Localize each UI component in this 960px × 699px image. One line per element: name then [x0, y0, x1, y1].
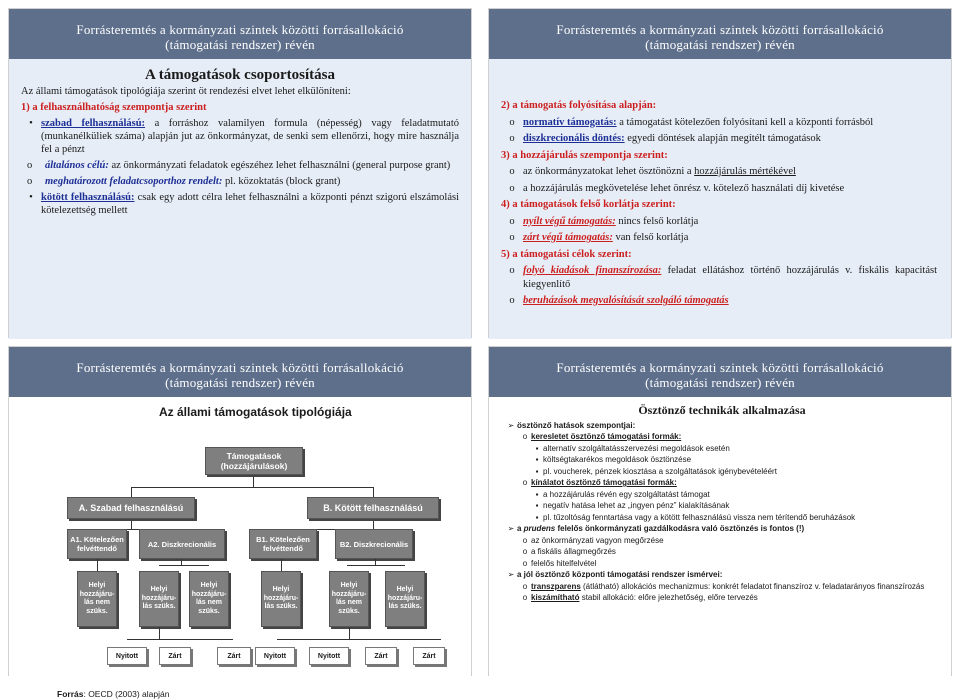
- source-note: Forrás: OECD (2003) alapján: [57, 689, 170, 699]
- connector: [373, 487, 374, 497]
- list-item: o az önkormányzati vagyon megőrzése: [505, 535, 939, 547]
- point-heading: 5) a támogatási célok szerint:: [501, 248, 632, 260]
- list-item: ▪ költségtakarékos megoldások ösztönzése: [505, 454, 939, 466]
- circle-bullet-icon: o: [27, 176, 33, 187]
- circle-bullet-icon: o: [509, 295, 515, 306]
- box-helyi: Helyi hozzájáru-lás szüks.: [385, 571, 425, 627]
- connector: [131, 487, 373, 488]
- circle-bullet-icon: o: [522, 432, 528, 441]
- circle-bullet-icon: o: [522, 558, 528, 568]
- box-helyi: Helyi hozzájáru-lás nem szüks.: [189, 571, 229, 627]
- box-support: Támogatások (hozzájárulások): [205, 447, 303, 475]
- connector: [131, 487, 132, 497]
- square-bullet-icon: ▪: [535, 466, 539, 476]
- connector: [159, 565, 209, 566]
- list-item: o a fiskális állagmegőrzés: [505, 546, 939, 558]
- term: meghatározott feladatcsoporthoz rendelt:: [45, 176, 223, 187]
- box-a2: A2. Diszkrecionális: [139, 529, 225, 559]
- circle-bullet-icon: o: [522, 593, 528, 602]
- item-text: az önkormányzati feladatok egészéhez lehet felhasználni (general purpose grant): [108, 160, 451, 171]
- connector: [159, 627, 160, 639]
- box-closed: Zárt: [413, 647, 445, 665]
- arrow-icon: ➢: [507, 524, 515, 533]
- list-item: ➢ ösztönző hatások szempontjai:: [505, 420, 939, 432]
- term: szabad felhasználású:: [41, 118, 146, 129]
- list-item: [21, 159, 459, 172]
- item-text: a hozzájárulás megkövetelése lehet önrész v. kötelező használati díj kivetése: [523, 182, 845, 194]
- arrow-icon: ➢: [507, 420, 515, 430]
- box-b2: B2. Diszkrecionális: [335, 529, 413, 559]
- circle-bullet-icon: o: [522, 478, 528, 487]
- header-line-1: Forrásteremtés a kormányzati szintek közötti forrásallokáció: [556, 360, 884, 375]
- term: zárt végű támogatás:: [523, 232, 613, 243]
- term: normatív támogatás:: [523, 116, 617, 128]
- connector: [127, 639, 233, 640]
- item-text: az önkormányzatokat lehet ösztönözni a: [523, 166, 695, 177]
- connector: [281, 559, 282, 571]
- item-text: nincs felső korlátja: [615, 215, 699, 227]
- square-bullet-icon: ▪: [535, 443, 539, 453]
- term: diszkrecionális döntés:: [523, 133, 625, 144]
- list-item: o kiszámítható stabil allokáció: előre jelezhetőség, előre tervezés: [505, 592, 939, 604]
- point-heading: 3) a hozzájárulás szempontja szerint:: [501, 149, 668, 161]
- item-text: egyedi döntések alapján megítélt támogatások: [624, 133, 821, 144]
- list-item: [501, 231, 937, 245]
- square-bullet-icon: ▪: [535, 512, 539, 522]
- item-text: feladat ellátáshoz történő hozzájárulás v. fiskális kapacitást kiegyenlítő: [523, 265, 937, 290]
- circle-bullet-icon: o: [522, 581, 528, 591]
- point-heading: 1) a felhasználhatóság szempontja szerint: [21, 102, 207, 113]
- intro-text: Az állami támogatások tipológiája szerint öt rendezési elvet lehet elkülöníteni:: [21, 86, 351, 97]
- term: általános célú:: [45, 160, 109, 171]
- bullet-icon: •: [29, 192, 33, 203]
- circle-bullet-icon: o: [509, 215, 515, 227]
- term: nyílt végű támogatás:: [523, 215, 616, 227]
- circle-bullet-icon: o: [509, 166, 515, 177]
- box-open: Nyitott: [255, 647, 295, 665]
- list-item: ▪ pl. voucherek, pénzek kiosztása a szolgáltatások igénybevételéért: [505, 466, 939, 478]
- square-bullet-icon: ▪: [535, 501, 539, 510]
- box-closed: Zárt: [159, 647, 191, 665]
- header-line-2: (támogatási rendszer) révén: [645, 375, 795, 390]
- diagram: [9, 397, 471, 699]
- item-text: pl. közoktatás (block grant): [222, 176, 341, 187]
- slide-2: [488, 8, 952, 338]
- slide-title: A támogatások csoportosítása: [145, 67, 335, 83]
- box-helyi: Helyi hozzájáru-lás nem szüks.: [329, 571, 369, 627]
- list-item: [501, 264, 937, 291]
- circle-bullet-icon: o: [509, 116, 515, 128]
- item-text: a forráshoz valamilyen formula (népesség) vagy feladatmutató (munkanélküliek száma) alapján jut az önkormányzat, de senki sem ellenőrzi, hogy mire használja fel a pénzt: [41, 118, 459, 155]
- term: folyó kiadások finanszírozása:: [523, 265, 662, 276]
- header-line-2: (támogatási rendszer) révén: [645, 37, 795, 52]
- list-item: o transzparens (átlátható) allokációs mechanizmus: konkrét feladatot finanszíroz v. feladatarányos finanszírozás: [505, 581, 939, 593]
- underlined-text: hozzájárulás mértékével: [694, 166, 796, 177]
- term: kötött felhasználású:: [41, 192, 135, 203]
- slide-body: [489, 59, 951, 339]
- circle-bullet-icon: o: [27, 160, 33, 171]
- list-item: [21, 191, 459, 217]
- box-b1: B1. Kötelezően felvéttendő: [249, 529, 317, 559]
- slide-body: [489, 397, 951, 677]
- connector: [347, 565, 405, 566]
- slide-1: [8, 8, 472, 338]
- list-item: ▪ a hozzájárulás révén egy szolgáltatást támogat: [505, 489, 939, 501]
- item-text: van felső korlátja: [612, 232, 689, 243]
- circle-bullet-icon: o: [509, 182, 515, 194]
- list-item: [501, 132, 937, 146]
- header-line-1: Forrásteremtés a kormányzati szintek közötti forrásallokáció: [76, 360, 404, 375]
- box-helyi: Helyi hozzájáru-lás szüks.: [139, 571, 179, 627]
- connector: [349, 627, 350, 639]
- slide-header: [9, 347, 471, 397]
- box-b-bound: B. Kötött felhasználású: [307, 497, 439, 519]
- box-closed: Zárt: [217, 647, 251, 665]
- circle-bullet-icon: o: [509, 265, 515, 276]
- list-item: ▪ alternatív szolgáltatásszervezési megoldások esetén: [505, 443, 939, 455]
- list-item: o felelős hitelfelvétel: [505, 558, 939, 570]
- list-item: ➢ a prudens felelős önkormányzati gazdálkodásra való ösztönzés is fontos (!): [505, 523, 939, 535]
- arrow-icon: ➢: [507, 570, 515, 579]
- list-item: [501, 116, 937, 130]
- connector: [131, 519, 132, 529]
- slide-header: [9, 9, 471, 59]
- square-bullet-icon: ▪: [535, 489, 539, 499]
- slide-3: [8, 346, 472, 699]
- header-line-2: (támogatási rendszer) révén: [165, 37, 315, 52]
- connector: [277, 639, 441, 640]
- circle-bullet-icon: o: [509, 232, 515, 243]
- box-helyi: Helyi hozzájáru-lás szüks.: [261, 571, 301, 627]
- box-closed: Zárt: [365, 647, 397, 665]
- circle-bullet-icon: o: [522, 547, 528, 556]
- list-item: o keresletet ösztönző támogatási formák:: [505, 431, 939, 443]
- term: beruházások megvalósítását szolgáló támogatás: [523, 295, 729, 306]
- list-item: [21, 175, 459, 188]
- slide-body: [9, 59, 471, 339]
- square-bullet-icon: ▪: [535, 455, 539, 464]
- connector: [373, 519, 374, 529]
- slide-4: [488, 346, 952, 676]
- bullet-icon: •: [29, 118, 33, 129]
- connector: [253, 475, 254, 487]
- list-item: [501, 165, 937, 179]
- list-item: ▪ negatív hatása lehet az „ingyen pénz” kialakításának: [505, 500, 939, 512]
- header-line-1: Forrásteremtés a kormányzati szintek közötti forrásallokáció: [76, 22, 404, 37]
- item-text: a támogatást kötelezően folyósítani kell a központi forrásból: [616, 116, 874, 128]
- list-item: ➢ a jól ösztönző központi támogatási rendszer ismérvei:: [505, 569, 939, 581]
- box-open: Nyitott: [309, 647, 349, 665]
- list-item: o kínálatot ösztönző támogatási formák:: [505, 477, 939, 489]
- item-text: csak egy adott célra lehet felhasználni a központi pénzt szigorú elszámolási kötelezettség mellett: [41, 192, 459, 216]
- box-helyi: Helyi hozzájáru-lás nem szüks.: [77, 571, 117, 627]
- slide-header: [489, 9, 951, 59]
- list-item: [501, 182, 937, 196]
- box-open: Nyitott: [107, 647, 147, 665]
- list-item: [21, 117, 459, 156]
- slide-header: [489, 347, 951, 397]
- slide-title: Ösztönző technikák alkalmazása: [638, 403, 806, 417]
- circle-bullet-icon: o: [509, 133, 515, 144]
- box-a-free: A. Szabad felhasználású: [67, 497, 195, 519]
- point-heading: 2) a támogatás folyósítása alapján:: [501, 100, 657, 111]
- diagram-title: Az állami támogatások tipológiája: [159, 405, 352, 419]
- list-item: [501, 294, 937, 308]
- header-line-2: (támogatási rendszer) révén: [165, 375, 315, 390]
- list-item: [501, 215, 937, 229]
- header-line-1: Forrásteremtés a kormányzati szintek közötti forrásallokáció: [556, 22, 884, 37]
- circle-bullet-icon: o: [522, 535, 528, 545]
- box-a1: A1. Kötelezően felvéttendő: [67, 529, 127, 559]
- connector: [97, 559, 98, 571]
- list-item: ▪ pl. tűzoltóság fenntartása vagy a kötött felhasználású vissza nem térítendő beruházások: [505, 512, 939, 524]
- point-heading: 4) a támogatások felső korlátja szerint:: [501, 199, 676, 210]
